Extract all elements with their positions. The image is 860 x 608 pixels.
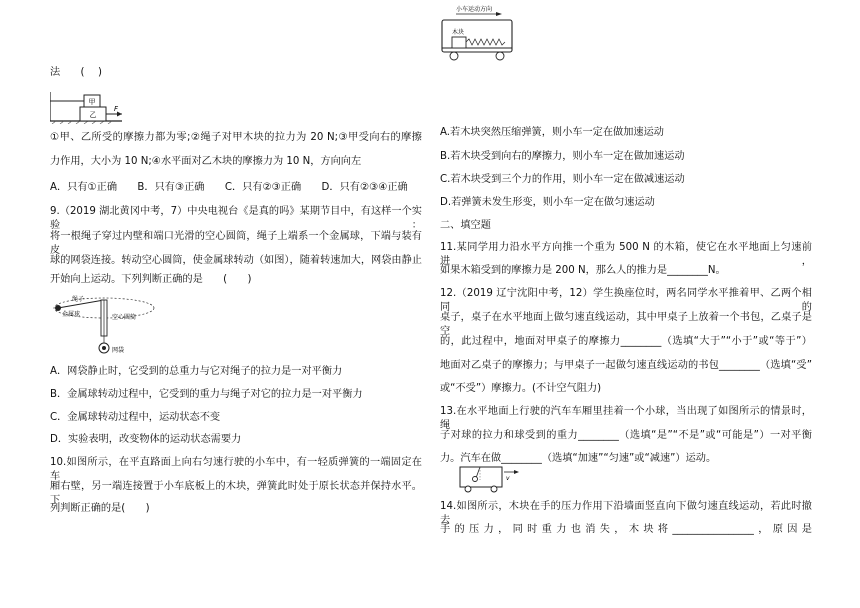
bag-label: 网袋 <box>112 347 125 354</box>
q9-line-2: 将一根绳子穿过内壁和端口光滑的空心圆筒，绳子上端系一个金属球，下端与装有皮 <box>50 231 422 256</box>
direction-label: 小车运动方向 <box>456 6 493 13</box>
q8-option-2: 力作用，大小为 10 N;④水平面对乙木块的摩擦力为 10 N，方向向左 <box>50 156 362 167</box>
q13-line-2: 子对球的拉力和球受到的重力________（选填“是”“不是”或“可能是”）一对平衡 <box>440 430 812 441</box>
q8-choices: A．只有①正确 B．只有③正确 C．只有②③正确 D．只有②③④正确 <box>50 182 408 193</box>
block-jia-label: 甲 <box>88 98 96 106</box>
q14-line-2: 手的压力，同时重力也消失，木块将________________，原因是 <box>440 524 812 535</box>
tube-label: 空心圆筒 <box>112 314 137 321</box>
block-label: 木块 <box>452 29 465 36</box>
q9-figure-tube <box>50 292 160 356</box>
q10-option-b: B.若木块受到向右的摩擦力，则小车一定在做加速运动 <box>440 151 685 162</box>
q8-option-1: ①甲、乙所受的摩擦力都为零;②绳子对甲木块的拉力为 20 N;③甲受向右的摩擦 <box>50 132 422 143</box>
q10-option-d: D.若弹簧未发生形变，则小车一定在做匀速运动 <box>440 197 655 208</box>
q9-line-4: 开始向上运动。下列判断正确的是 ( ) <box>50 274 252 285</box>
force-label: F <box>114 105 119 113</box>
rope-label: 绳子 <box>72 296 85 303</box>
q10-line-3: 列判断正确的是( ) <box>50 503 150 514</box>
q12-line-5: 或“不受”）摩擦力。(不计空气阻力) <box>440 383 602 394</box>
q12-line-3: 的，此过程中，地面对甲桌子的摩擦力________（选填“大于”“小于”或“等于”） <box>440 336 812 347</box>
q10-line-2: 厢右壁，另一端连接置于小车底板上的木块，弹簧此时处于原长状态并保持水平。下 <box>50 481 422 506</box>
velocity-label: v <box>506 475 510 482</box>
block-yi-label: 乙 <box>89 111 97 119</box>
q9-option-b: B．金属球转动过程中，它受到的重力与绳子对它的拉力是一对平衡力 <box>50 389 363 400</box>
ball-label: 金属球 <box>62 311 81 318</box>
q10-figure-cart <box>440 4 520 64</box>
q12-line-2: 桌子，桌子在水平地面上做匀速直线运动，其中甲桌子上放着一个书包，乙桌子是空 <box>440 312 812 337</box>
q10-line-1: 10.如图所示，在平直路面上向右匀速行驶的小车中，有一轻质弹簧的一端固定在车 <box>50 457 422 482</box>
q13-line-3: 力。汽车在做________（选填“加速”“匀速”或“减速”）运动。 <box>440 453 717 464</box>
q11-line-2: 如果木箱受到的摩擦力是 200 N，那么人的推力是________N。 <box>440 265 726 276</box>
q13-line-1: 13.在水平地面上行驶的汽车车厢里挂着一个小球，当出现了如图所示的情景时，绳 <box>440 406 812 431</box>
q10-option-c: C.若木块受到三个力的作用，则小车一定在做减速运动 <box>440 174 685 185</box>
q11-line-1: 11.某同学用力沿水平方向推一个重为 500 N 的木箱，使它在水平地面上匀速前进， <box>440 242 812 267</box>
q12-line-4: 地面对乙桌子的摩擦力；与甲桌子一起做匀速直线运动的书包________（选填“受” <box>440 360 812 371</box>
q10-option-a: A.若木块突然压缩弹簧，则小车一定在做加速运动 <box>440 127 664 138</box>
q9-option-a: A．网袋静止时，它受到的总重力与它对绳子的拉力是一对平衡力 <box>50 366 343 377</box>
q12-line-1: 12.（2019 辽宁沈阳中考，12）学生换座位时，两名同学水平推着甲、乙两个相同的 <box>440 288 812 313</box>
q13-figure-car <box>458 464 522 494</box>
q9-line-3: 球的网袋连接。转动空心圆筒，使金属球转动（如图），随着转速加大，网袋由静止 <box>50 255 422 266</box>
q9-line-1: 9.（2019 湖北黄冈中考，7）中央电视台《是真的吗》某期节目中，有这样一个实验： <box>50 206 422 231</box>
section-heading-fill-in: 二、填空题 <box>440 220 491 231</box>
q8-stem-tail: 法 ( ) <box>50 67 102 78</box>
q8-figure-blocks <box>50 88 130 124</box>
q9-option-c: C．金属球转动过程中，运动状态不变 <box>50 412 221 423</box>
q14-line-1: 14.如图所示，木块在手的压力作用下沿墙面竖直向下做匀速直线运动，若此时撤去 <box>440 501 812 526</box>
q9-option-d: D．实验表明，改变物体的运动状态需要力 <box>50 434 242 445</box>
